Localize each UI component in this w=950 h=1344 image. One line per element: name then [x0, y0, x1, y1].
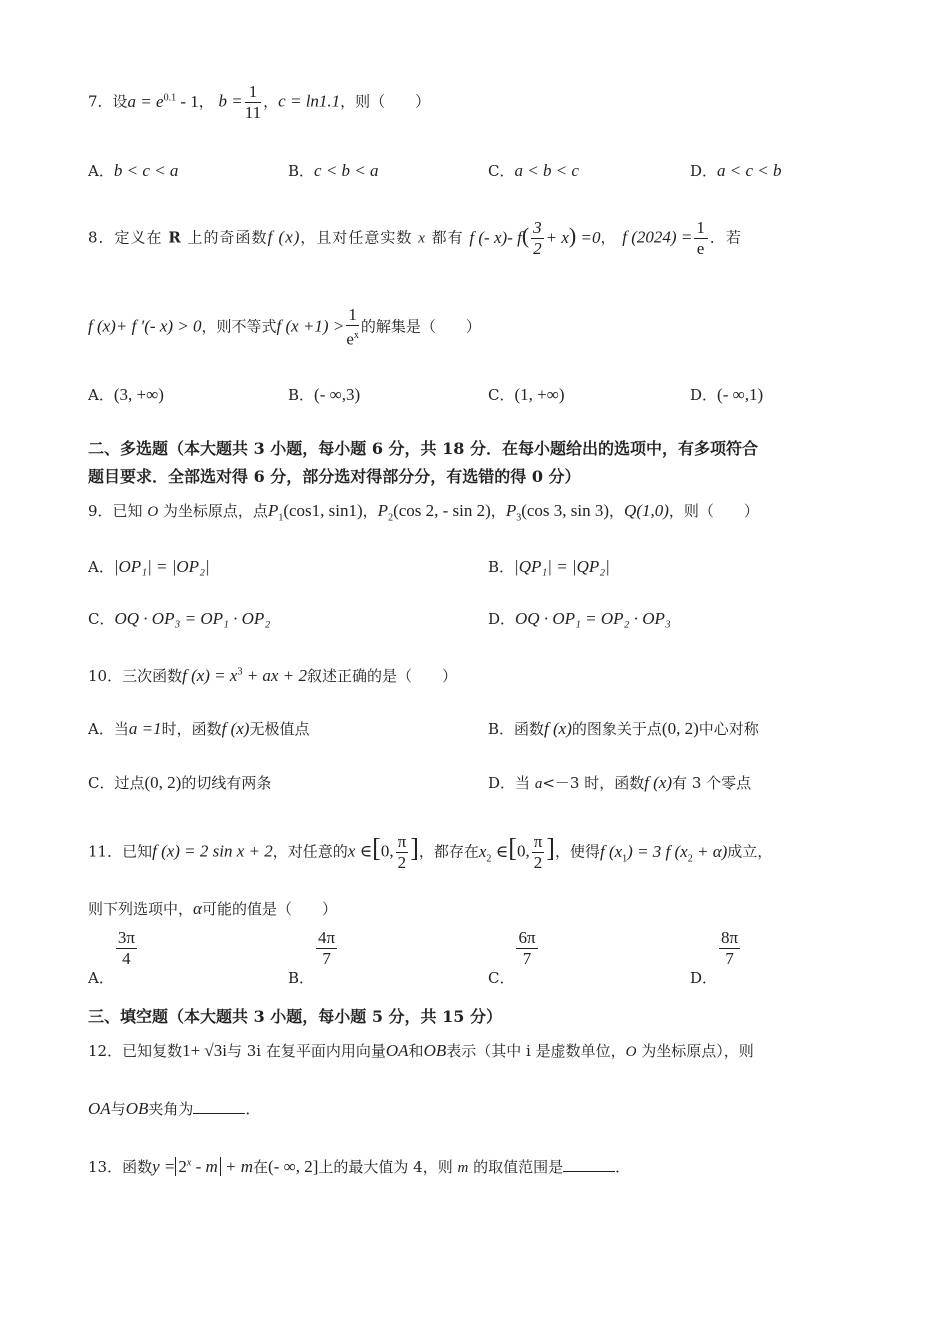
q8-equation: f (- x)- f( $\frac{3}{2}$ + x) =0 [469, 218, 601, 259]
q7-option-a: A．b < c < a [88, 161, 179, 180]
q7-option-d: D．a < c < b [690, 161, 782, 180]
q8-exp-fraction: $\frac{1}{e^x}$ [346, 305, 359, 349]
q9-p2: $P_2(\cos$ 2, - sin 2) [377, 501, 491, 524]
q9-option-b: B．|QP₁| = |QP₂| [488, 557, 610, 576]
q12-complex: 1+ √3i [182, 1041, 227, 1060]
q8-inequality: f (x)+ f ′(- x) > 0 [88, 316, 202, 336]
q11-x: x ∈ [347, 841, 373, 861]
q8-set-r: R [168, 228, 182, 247]
q9-option-d: D．OQ · OP₁ = OP₂ · OP₃ [488, 609, 671, 628]
q7-b-fraction: $\frac{1}{11}$ [244, 82, 262, 122]
q13-abs: 2$^x$ - m [175, 1157, 220, 1176]
q10-stem: 10．三次函数f $(x) = x^3$ + ax + 2叙述正确的是（ ） [88, 666, 457, 685]
q11-function: f (x) = 2 sin x + 2 [152, 841, 273, 861]
q8-option-b: B．(- ∞,3) [288, 385, 361, 404]
q7-option-b: B．c < b < a [288, 161, 379, 180]
q11-stem-line2: 则下列选项中，α可能的值是（ ） [88, 899, 337, 918]
q13-interval: (- ∞, 2] [268, 1157, 319, 1176]
q8-stem-line1: 8．定义在 R 上的奇函数f (x)，且对任意实数 x 都有 f (- x)- f( $\frac{3}{2}$ + x) =0， f (2024) = $\frac{1}{e}$ ．若 [88, 218, 742, 259]
q8-target-ineq: f (x +1) > [276, 316, 345, 336]
q9-p3: $P_3(\cos$ 3, sin 3) [505, 501, 610, 524]
q11-x2: $x_2$ ∈ [478, 841, 509, 864]
q10-option-b: B．函数f (x)的图象关于点(0, 2)中心对称 [488, 719, 759, 738]
q11-equation: f $(x_1) = 3$ f $(x_2 + \alpha)$ [599, 841, 728, 864]
q8-fx: f (x) [267, 227, 301, 247]
q9-p1: $P_1(\cos 1$, sin1) [267, 501, 363, 524]
q7-a-expr: $a = e^{0.1} - 1$ [127, 91, 199, 111]
q9-q: Q(1,0) [624, 501, 669, 520]
q7-option-c: C．a < b < c [488, 161, 579, 180]
q11-option-b: B． $\frac{4\pi}{7}$ [288, 928, 336, 987]
q13-answer-blank[interactable] [563, 1157, 615, 1172]
q7-number: 7．设 [88, 92, 128, 111]
q11-option-a: A． $\frac{3\pi}{4}$ [88, 928, 135, 987]
q10-option-c: C．过点(0, 2)的切线有两条 [88, 773, 272, 792]
q7-stem [88, 82, 430, 123]
q11-option-d: D． $\frac{8\pi}{7}$ [690, 928, 739, 987]
q8-e-fraction: $\frac{1}{e}$ [696, 218, 706, 258]
q8-f2024: f (2024) = [622, 227, 693, 247]
section3-heading: 三、填空题（本大题共 3 小题，每小题 5 分，共 15 分） [88, 1007, 502, 1026]
q13-stem: 13．函数$y = 2^x - m + m$在(- ∞, 2]上的最大值为 4，则 m 的取值范围是 ． [88, 1157, 631, 1176]
q10-option-a: A．当a =1时，函数f (x)无极值点 [88, 719, 310, 738]
q7-b-lhs: b = [218, 91, 243, 111]
q8-option-d: D．(- ∞,1) [690, 385, 764, 404]
q7-sep-1: ， [198, 92, 214, 111]
q9-stem: 9．已知 O 为坐标原点，点$P_1(\cos 1$, sin1)，$P_2(\cos$ 2, - sin 2)，$P_3(\cos$ 3, sin 3)，Q(1,0)，则（ ） [88, 501, 759, 524]
q8-option-c: C．(1, +∞) [488, 385, 565, 404]
section2-heading-line2: 题目要求．全部选对得 6 分，部分选对得部分分，有选错的得 0 分） [88, 467, 581, 486]
section2-heading-line1: 二、多选题（本大题共 3 小题，每小题 6 分，共 18 分．在每小题给出的选项中，有多项符合 [88, 439, 758, 458]
q9-option-c: C．OQ · OP₃ = OP₁ · OP₂ [88, 609, 271, 628]
q9-option-a: A．|OP₁| = |OP₂| [88, 557, 210, 576]
q12-stem-line1: 12．已知复数1+ √3i与 3i 在复平面内用向量OA和OB表示（其中 i 是虚数单位，O 为坐标原点），则 [88, 1041, 754, 1060]
q11-stem-line1: 11．已知f (x) = 2 sin x + 2，对任意的x ∈[0, $\frac{\pi}{2}$ ]，都存在$x_2$ ∈[0, $\frac{\pi}{2}$ ]，使得f $(x_1) = 3$ f $(x_2 + \alpha)$成立， [88, 832, 773, 872]
q11-option-c: C． $\frac{6\pi}{7}$ [488, 928, 536, 987]
q7-tail: ，则（ ） [340, 92, 431, 111]
q12-answer-blank[interactable] [193, 1099, 245, 1114]
q7-sep-2: ， [263, 92, 279, 111]
q12-stem-line2: OA与OB夹角为 ． [88, 1099, 261, 1118]
q10-option-d: D．当 a<－3 时，函数f (x)有 3 个零点 [488, 773, 752, 792]
q10-function: f $(x) = x^3$ + ax + 2 [182, 666, 307, 685]
q8-option-a: A．(3, +∞) [88, 385, 164, 404]
q7-c-expr: c = ln1.1 [278, 91, 341, 111]
q8-stem-line2: f (x)+ f ′(- x) > 0，则不等式f (x +1) > $\frac{1}{e^x}$ 的解集是（ ） [88, 305, 481, 349]
